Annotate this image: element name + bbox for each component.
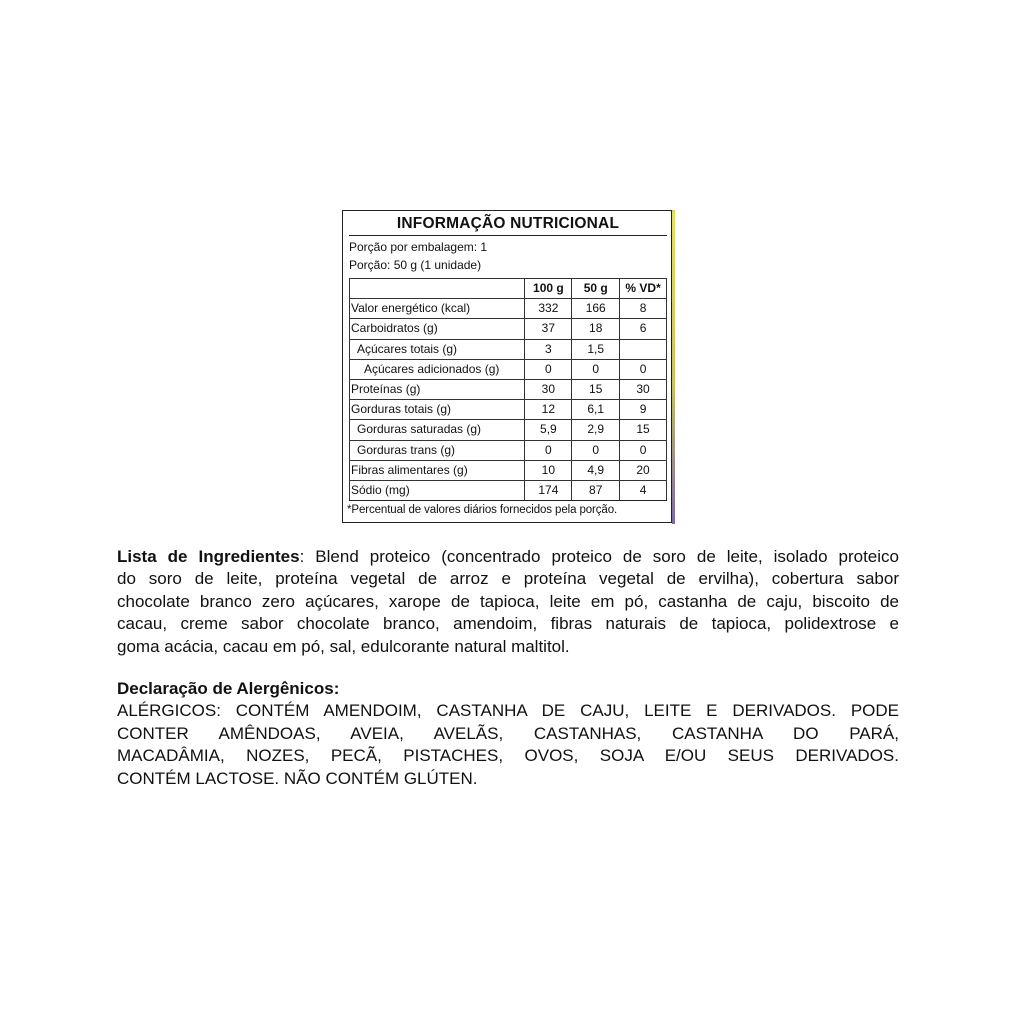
value-100g: 3 — [525, 339, 572, 359]
nutrition-row — [350, 440, 667, 460]
nutrient-label: Carboidratos (g) — [350, 319, 525, 339]
footnote: *Percentual de valores diários fornecidos pela porção. — [347, 504, 618, 516]
nutrient-label: Açúcares totais (g) — [350, 339, 525, 359]
ingredients-line-4: cacau, creme sabor chocolate branco, amendoim, fibras naturais de tapioca, polidextrose e — [117, 614, 899, 634]
value-vd: 9 — [620, 400, 667, 420]
nutrient-label: Açúcares adicionados (g) — [350, 359, 525, 379]
value-50g: 1,5 — [572, 339, 620, 359]
nutrition-row — [350, 480, 667, 500]
allergens-line-3: MACADÂMIA, NOZES, PECÃ, PISTACHES, OVOS, SOJA E/OU SEUS DERIVADOS. — [117, 746, 899, 766]
nutrition-row — [350, 319, 667, 339]
nutrient-label: Gorduras trans (g) — [350, 440, 525, 460]
ingredients-line-2: do soro de leite, proteína vegetal de arroz e proteína vegetal de ervilha), cobertura sabor — [117, 569, 899, 589]
panel-accent-right — [672, 212, 675, 524]
value-100g: 0 — [525, 440, 572, 460]
nutrition-row — [350, 339, 667, 359]
allergens-line-2: CONTER AMÊNDOAS, AVEIA, AVELÃS, CASTANHAS, CASTANHA DO PARÁ, — [117, 723, 899, 743]
nutrition-row — [350, 359, 667, 379]
value-50g: 166 — [572, 299, 620, 319]
value-100g: 174 — [525, 480, 572, 500]
value-100g: 332 — [525, 299, 572, 319]
ingredients-line-3: chocolate branco zero açúcares, xarope de tapioca, leite em pó, castanha de caju, biscoito de — [117, 591, 899, 611]
header-vd: % VD* — [620, 279, 667, 299]
table-header-row — [350, 279, 667, 299]
value-vd: 20 — [620, 460, 667, 480]
allergens-section — [117, 678, 899, 790]
value-vd: 6 — [620, 319, 667, 339]
value-100g: 5,9 — [525, 420, 572, 440]
value-100g: 10 — [525, 460, 572, 480]
value-50g: 87 — [572, 480, 620, 500]
value-vd: 30 — [620, 379, 667, 399]
ingredients-section — [117, 546, 899, 658]
nutrient-label: Gorduras totais (g) — [350, 400, 525, 420]
value-vd: 4 — [620, 480, 667, 500]
value-vd: 8 — [620, 299, 667, 319]
nutrition-row — [350, 460, 667, 480]
servings-per-package: Porção por embalagem: 1 — [349, 240, 488, 254]
value-50g: 2,9 — [572, 420, 620, 440]
nutrition-row — [350, 299, 667, 319]
value-50g: 15 — [572, 379, 620, 399]
value-50g: 6,1 — [572, 400, 620, 420]
allergens-heading: Declaração de Alergênicos: — [117, 679, 340, 698]
value-50g: 4,9 — [572, 460, 620, 480]
allergens-line-1: ALÉRGICOS: CONTÉM AMENDOIM, CASTANHA DE CAJU, LEITE E DERIVADOS. PODE — [117, 701, 899, 721]
value-100g: 0 — [525, 359, 572, 379]
nutrition-facts-panel — [342, 210, 672, 523]
value-50g: 0 — [572, 359, 620, 379]
header-50g: 50 g — [572, 279, 620, 299]
nutrient-label: Valor energético (kcal) — [350, 299, 525, 319]
allergens-line-4: CONTÉM LACTOSE. NÃO CONTÉM GLÚTEN. — [117, 768, 478, 788]
footnote-divider — [349, 500, 667, 501]
ingredients-heading: Lista de Ingredientes — [117, 547, 300, 566]
nutrient-label: Gorduras saturadas (g) — [350, 420, 525, 440]
value-100g: 37 — [525, 319, 572, 339]
value-50g: 18 — [572, 319, 620, 339]
nutrition-row — [350, 379, 667, 399]
nutrition-title: INFORMAÇÃO NUTRICIONAL — [396, 215, 620, 232]
serving-size: Porção: 50 g (1 unidade) — [349, 258, 482, 272]
nutrient-label: Sódio (mg) — [350, 480, 525, 500]
nutrition-row — [350, 400, 667, 420]
value-100g: 30 — [525, 379, 572, 399]
title-divider — [349, 235, 667, 236]
nutrition-row — [350, 420, 667, 440]
value-vd: 0 — [620, 440, 667, 460]
header-100g: 100 g — [525, 279, 572, 299]
value-vd — [620, 339, 667, 359]
value-vd: 0 — [620, 359, 667, 379]
nutrient-label: Proteínas (g) — [350, 379, 525, 399]
header-empty — [350, 279, 525, 299]
nutrient-label: Fibras alimentares (g) — [350, 460, 525, 480]
nutrition-table — [349, 278, 667, 501]
value-vd: 15 — [620, 420, 667, 440]
value-50g: 0 — [572, 440, 620, 460]
ingredients-line-5: goma acácia, cacau em pó, sal, edulcorante natural maltitol. — [117, 636, 570, 656]
value-100g: 12 — [525, 400, 572, 420]
ingredients-line-1: : Blend proteico (concentrado proteico de soro de leite, isolado proteico — [299, 547, 899, 566]
